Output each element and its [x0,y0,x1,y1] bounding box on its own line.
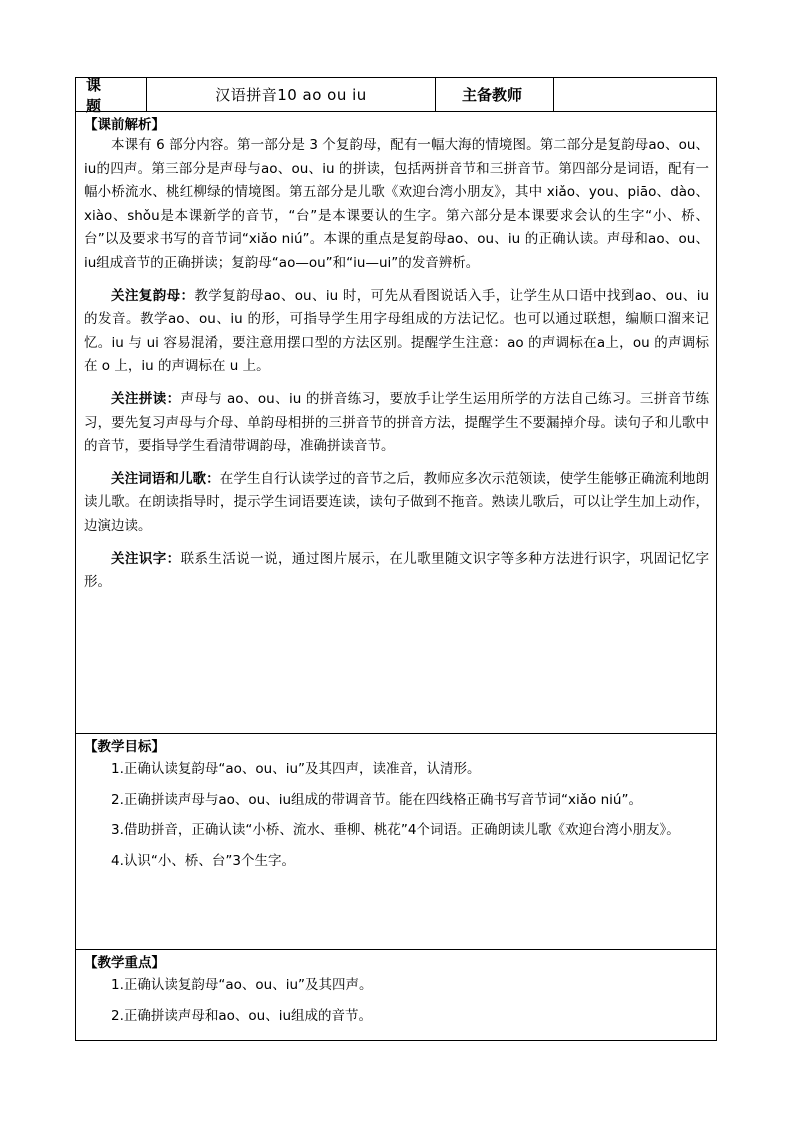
keypoint-item: 2.正确拼读声母和ao、ou、iu组成的音节。 [111,1007,373,1024]
goal-item: 1.正确认读复韵母“ao、ou、iu”及其四声，读准音，认清形。 [111,761,481,777]
focus-words-paragraph [84,468,709,539]
focus-spelling-text: 声母与 ao、ou、iu 的拼音练习，要放手让学生运用所学的方法自己练习。三拼音节练习，要先复习声母与介母、单韵母相拼的三拼音节的拼音方法，提醒学生不要漏掉介母。读句子和儿歌中的音节，要指导学生看清带调韵母，准确拼读音节。 [84,390,709,455]
goal-item: 2.正确拼读声母与ao、ou、iu组成的带调音节。能在四线格正确书写音节词“xiǎo niú”。 [111,791,642,808]
preclass-intro: 本课有 6 部分内容。第一部分是 3 个复韵母，配有一幅大海的情境图。第二部分是复韵母ao、ou、iu的四声。第三部分是声母与ao、ou、iu 的拼读，包括两拼音节和三拼音节。第四部分是词语，配有一幅小桥流水、桃红柳绿的情境图。第五部分是儿歌《欢迎台湾小朋友》，其中 xiǎo、you、piāo、dào、xiào、shǒu是本课新学的音节，“台”是本课要认的生字。第六部分是本课要求会认的生字“小、桥、台”以及要求书写的音节词“xiǎo niú”。本课的重点是复韵母ao、ou、iu 的正确认读。声母和ao、ou、iu组成音节的正确拼读；复韵母“ao—ou”和“iu—ui”的发音辨析。 [84,137,709,271]
focus-characters-label: 关注识字： [111,550,181,567]
focus-spelling-paragraph [84,388,709,459]
preclass-analysis-section [76,112,716,734]
key-points-section [76,950,716,1042]
goal-item: 3.借助拼音，正确认读“小桥、流水、垂柳、桃花”4个词语。正确朗读儿歌《欢迎台湾小朋友》。 [111,822,680,839]
teacher-label: 主备教师 [436,78,554,111]
focus-finals-label: 关注复韵母： [111,287,195,304]
teaching-goals-section [76,734,716,950]
focus-words-text: 在学生自行认读学过的音节之后，教师应多次示范领读，使学生能够正确流利地朗读儿歌。在朗读指导时，提示学生词语要连读，读句子做到不拖音。熟读儿歌后，可以让学生加上动作，边演边读。 [84,470,710,534]
topic-label: 课 题 [76,78,147,111]
goal-item: 4.认识“小、桥、台”3个生字。 [111,852,295,869]
header-row [76,75,716,115]
focus-characters-text: 联系生活说一说，通过图片展示，在儿歌里随文识字等多种方法进行识字，巩固记忆字形。 [84,550,710,591]
focus-finals-paragraph [84,285,709,379]
goals-title: 【教学目标】 [84,739,165,755]
focus-words-label: 关注词语和儿歌： [111,470,220,487]
preclass-title: 【课前解析】 [84,117,165,133]
keypoint-item: 1.正确认读复韵母“ao、ou、iu”及其四声。 [111,977,373,993]
lesson-plan-table [75,77,717,1041]
teacher-value [554,78,716,111]
keypoints-title: 【教学重点】 [84,955,165,971]
focus-finals-text: 教学复韵母ao、ou、iu 时，可先从看图说话入手，让学生从口语中找到ao、ou、iu 的发音。教学ao、ou、iu 的形，可指导学生用字母组成的方法记忆。也可以通过联想，编顺口溜来记忆。iu 与 ui 容易混淆，要注意用摆口型的方法区别。提醒学生注意：ao 的声调标在a上，ou 的声调标在 o 上，iu 的声调标在 u 上。 [84,287,709,375]
focus-spelling-label: 关注拼读： [111,390,181,407]
focus-characters-paragraph [84,548,709,595]
topic-value: 汉语拼音10 ao ou iu [147,78,436,111]
